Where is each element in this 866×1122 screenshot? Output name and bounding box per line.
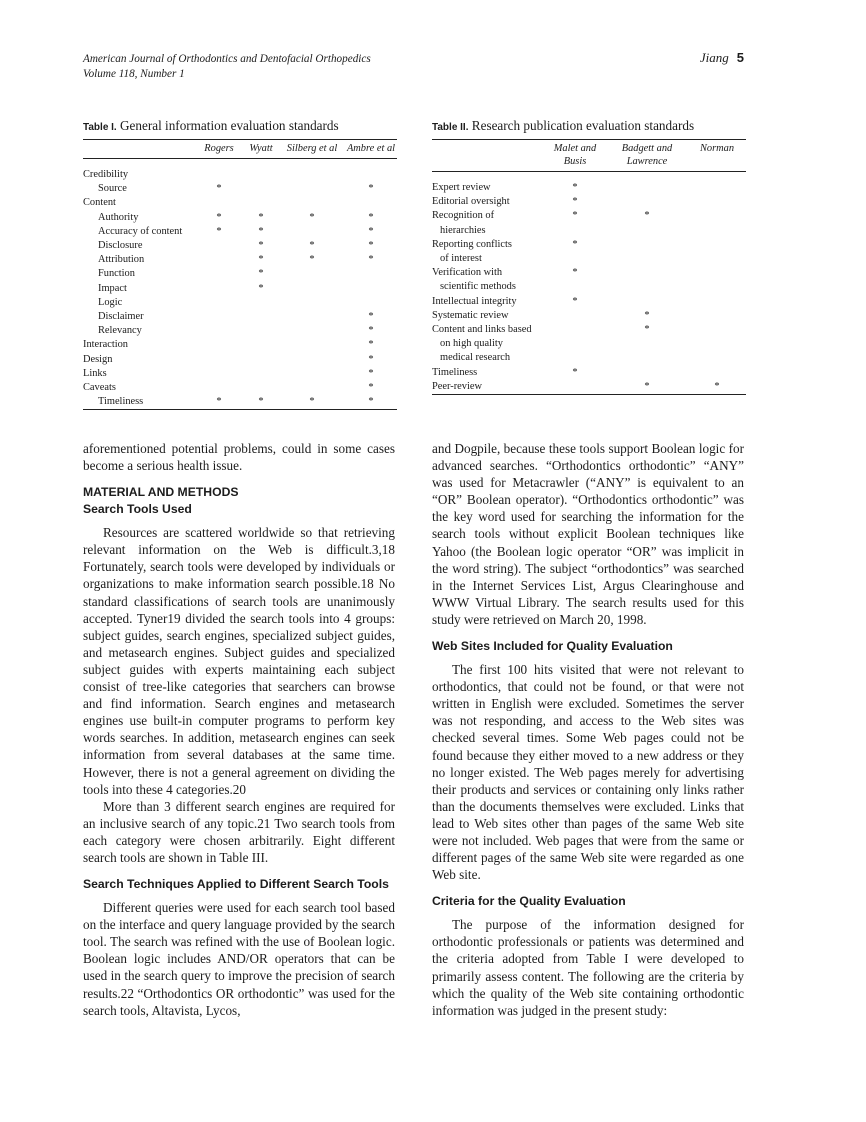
table-cell: * <box>572 196 578 208</box>
table-row <box>83 267 397 281</box>
table-cell <box>195 159 243 183</box>
paragraph: Resources are scattered worldwide so that retrieving relevant information on the Web is difficult.3,18 Fortunately, search tools were developed by individuals or organizations to make information search possible.18 No standard classifications of search tools are unanimously accepted. Tyner19 divided the search tools into 4 groups: subject guides, search engines, specialized subject guides, and metasearch engines. Subject guides and specialized subject guides with experts maintaining each subject consist of tree-like categories that searchers can browse and find information. Search engines and metasearch engines use built-in computer programs to perform key words searches. In addition, metasearch engines can seek information from several databases at the same time. However, there is not a general agreement on dividing the tools into these 4 categories.20 <box>83 525 395 797</box>
row-label: Relevancy <box>98 325 142 337</box>
table-cell <box>688 266 746 280</box>
table-cell: * <box>368 225 374 237</box>
table-cell: * <box>258 254 264 266</box>
table-row <box>432 380 746 395</box>
table-row <box>83 225 397 239</box>
table-cell <box>195 324 243 338</box>
table-row <box>83 159 397 183</box>
page-header-right <box>700 50 744 66</box>
table-cell: * <box>368 353 374 365</box>
row-label: Content <box>83 197 116 209</box>
row-label: Editorial oversight <box>432 196 510 208</box>
table-row <box>432 366 746 380</box>
table-cell: * <box>368 211 374 223</box>
table-cell <box>606 224 688 238</box>
column-header: Rogers <box>195 140 243 159</box>
table-cell <box>345 267 397 281</box>
table-cell <box>544 323 606 337</box>
table-cell <box>243 381 279 395</box>
table-row <box>432 280 746 294</box>
table-cell <box>243 196 279 210</box>
table-cell <box>243 367 279 381</box>
table-cell <box>345 196 397 210</box>
table-cell <box>688 351 746 365</box>
table-cell <box>195 310 243 324</box>
table-cell <box>195 267 243 281</box>
column-header <box>432 140 544 172</box>
table-cell <box>195 196 243 210</box>
table-cell <box>279 324 345 338</box>
table-row <box>83 182 397 196</box>
paragraph: The first 100 hits visited that were not relevant to orthodontics, that could not be found, or that were not written in English were excluded. Sometimes the server was not responding, and access to the Web sites was checked several times. Some Web pages could not be found because they either moved to a new address or they no longer existed. The Web pages merely for advertising their products and services or containing only links rather than the documents themselves were excluded. Links that lead to Web sites other than pages of the same Web site were not included. Web pages that were from the same or different pages of the same Web site were regarded as one Web site. <box>432 662 744 883</box>
table-cell <box>544 309 606 323</box>
table-cell <box>345 159 397 183</box>
row-label: Verification with <box>432 267 503 279</box>
table-cell <box>279 225 345 239</box>
table-1-caption <box>83 118 397 134</box>
column-header: Malet and Busis <box>544 140 606 172</box>
table-row <box>432 337 746 351</box>
table-cell: * <box>644 210 650 222</box>
row-label: medical research <box>440 352 511 364</box>
subsection-heading: Web Sites Included for Quality Evaluation <box>432 639 673 654</box>
table-2-label: Table II. <box>432 122 469 133</box>
table-cell <box>279 367 345 381</box>
table-cell <box>243 159 279 183</box>
table-row <box>432 224 746 238</box>
table-cell <box>606 238 688 252</box>
section-heading: MATERIAL AND METHODS <box>83 485 239 500</box>
table-row <box>83 310 397 324</box>
running-header <box>83 52 371 82</box>
table-cell <box>606 295 688 309</box>
page-number: 5 <box>736 50 744 65</box>
table-cell <box>688 238 746 252</box>
table-cell <box>688 252 746 266</box>
table-cell <box>279 338 345 352</box>
table-cell <box>345 282 397 296</box>
table-cell: * <box>216 225 222 237</box>
table-cell: * <box>368 325 374 337</box>
table-cell <box>243 182 279 196</box>
table-cell <box>243 353 279 367</box>
right-column <box>432 440 744 1019</box>
row-label: Authority <box>98 211 139 223</box>
table-cell <box>606 266 688 280</box>
table-row <box>83 353 397 367</box>
row-label: Impact <box>98 282 127 294</box>
row-label: Design <box>83 353 113 365</box>
row-label: Intellectual integrity <box>432 295 517 307</box>
table-cell: * <box>644 309 650 321</box>
row-label: of interest <box>440 253 482 265</box>
column-header: Badgett and Lawrence <box>606 140 688 172</box>
table-cell: * <box>309 254 315 266</box>
table-cell: * <box>572 366 578 378</box>
table-2-caption <box>432 118 746 134</box>
column-header: Silberg et al <box>279 140 345 159</box>
table-row <box>432 238 746 252</box>
table-cell: * <box>606 380 688 395</box>
table-cell <box>606 351 688 365</box>
paragraph: and Dogpile, because these tools support Boolean logic for advanced searches. “Orthodontics orthodontic” “ANY” was used for Metacrawler (“ANY” is equivalent to an “OR” Boolean operator). “Orthodontics orthodontic” was the key word used for searching the information for the search tools without explicit Boolean techniques like Yahoo (the Boolean logic operator “OR” was implicit in the word string). The subject “orthodontics” was searched in the Internet Services List, Argus Clearinghouse and WWW Virtual Library. The search results used for this study were retrieved on March 20, 1998. <box>432 441 744 627</box>
table-cell: * <box>572 182 578 193</box>
row-label: Attribution <box>98 254 145 266</box>
table-cell: * <box>368 254 374 266</box>
table-cell <box>195 367 243 381</box>
table-cell <box>688 172 746 196</box>
row-label: Reporting conflicts <box>432 238 512 250</box>
table-1-title: General information evaluation standards <box>116 118 339 133</box>
table-row <box>83 196 397 210</box>
table-cell: * <box>258 268 264 280</box>
table-cell <box>688 280 746 294</box>
table-cell <box>606 337 688 351</box>
row-label: Timeliness <box>83 395 195 410</box>
row-label: on high quality <box>440 338 503 350</box>
row-label: Recognition of <box>432 210 495 222</box>
row-label: Disclaimer <box>98 311 144 323</box>
table-cell: * <box>309 211 315 223</box>
row-label: Peer-review <box>432 380 544 395</box>
table-row <box>83 253 397 267</box>
row-label: Caveats <box>83 382 116 394</box>
table-row <box>432 295 746 309</box>
table-row <box>432 195 746 209</box>
column-header: Ambre et al <box>345 140 397 159</box>
table-row <box>83 395 397 410</box>
table-cell: * <box>368 240 374 252</box>
table-cell <box>243 310 279 324</box>
table-cell <box>195 253 243 267</box>
table-cell <box>688 195 746 209</box>
table-cell <box>345 296 397 310</box>
table-cell <box>544 337 606 351</box>
subsection-heading: Search Tools Used <box>83 502 192 517</box>
table-cell: * <box>258 240 264 252</box>
table-cell <box>544 380 606 395</box>
table-cell <box>688 323 746 337</box>
table-cell: * <box>258 211 264 223</box>
table-row <box>432 252 746 266</box>
table-cell <box>606 172 688 196</box>
table-row <box>83 381 397 395</box>
table-cell <box>688 224 746 238</box>
table-cell: * <box>368 311 374 323</box>
table-cell <box>688 295 746 309</box>
row-label: Interaction <box>83 339 129 351</box>
table-cell: * <box>368 339 374 351</box>
table-row <box>432 266 746 280</box>
table-cell <box>688 309 746 323</box>
row-label: Systematic review <box>432 309 509 321</box>
table-cell <box>606 366 688 380</box>
row-label: Links <box>83 367 107 379</box>
row-label: Accuracy of content <box>98 225 183 237</box>
table-cell <box>606 252 688 266</box>
table-cell: * <box>572 210 578 222</box>
paragraph: Different queries were used for each search tool based on the interface and query language provided by the search tool. The search was refined with the use of Boolean logic. Boolean logic includes AND/OR operators that can be used in the search query to improve the precision of search results.22 “Orthodontics OR orthodontic” was used for the search tools, Altavista, Lycos, <box>83 900 395 1018</box>
table-cell <box>279 196 345 210</box>
table-cell: * <box>258 282 264 294</box>
row-label: Logic <box>98 296 123 308</box>
table-row <box>83 211 397 225</box>
row-label: Disclosure <box>98 240 143 252</box>
table-row <box>83 239 397 253</box>
table-cell <box>279 267 345 281</box>
table-cell: * <box>195 395 243 410</box>
row-label: Credibility <box>83 169 129 180</box>
table-cell <box>195 381 243 395</box>
paragraph: The purpose of the information designed for orthodontic professionals or patients was determined and the criteria adopted from Table I were developed to primarily assess content. The following are the criteria by which the quality of the Web site containing orthodontic information was judged in the present study: <box>432 917 744 1018</box>
table-cell <box>279 353 345 367</box>
left-column <box>83 440 395 1019</box>
paragraph: aforementioned potential problems, could in some cases become a serious health issue. <box>83 441 395 474</box>
column-header: Norman <box>688 140 746 172</box>
table-cell <box>279 282 345 296</box>
table-cell: * <box>572 295 578 307</box>
table-cell: * <box>368 183 374 195</box>
table-2 <box>432 118 746 395</box>
table-cell <box>688 209 746 223</box>
table-cell: * <box>216 183 222 195</box>
table-cell <box>279 381 345 395</box>
table-cell <box>195 296 243 310</box>
table-cell <box>195 239 243 253</box>
table-2-title: Research publication evaluation standards <box>468 118 695 133</box>
table-cell <box>195 338 243 352</box>
table-cell <box>606 280 688 294</box>
table-cell: * <box>572 267 578 279</box>
table-cell: * <box>258 225 264 237</box>
table-row <box>83 324 397 338</box>
table-cell <box>688 366 746 380</box>
table-row <box>83 282 397 296</box>
table-cell <box>195 282 243 296</box>
column-header: Wyatt <box>243 140 279 159</box>
table-cell <box>195 353 243 367</box>
journal-title: American Journal of Orthodontics and Dentofacial Orthopedics <box>83 53 371 65</box>
table-cell: * <box>644 324 650 336</box>
table-row <box>83 367 397 381</box>
table-cell: * <box>309 240 315 252</box>
row-label: Function <box>98 268 135 280</box>
table-cell <box>544 280 606 294</box>
table-cell: * <box>243 395 279 410</box>
table-cell: * <box>572 238 578 250</box>
table-row <box>432 172 746 196</box>
table-cell <box>279 296 345 310</box>
paragraph: More than 3 different search engines are required for an inclusive search of any topic.21 Two search tools from each category were chosen arbitrarily. Eight different search tools are shown in Table III. <box>83 798 395 865</box>
table-cell: * <box>688 380 746 395</box>
table-row <box>83 338 397 352</box>
author-name: Jiang <box>699 50 729 65</box>
table-cell <box>279 159 345 183</box>
row-label: hierarchies <box>440 224 486 236</box>
table-cell: * <box>345 395 397 410</box>
table-cell <box>279 310 345 324</box>
table-row <box>432 309 746 323</box>
table-cell: * <box>368 382 374 394</box>
subsection-heading: Search Techniques Applied to Different Search Tools <box>83 877 389 892</box>
row-label: Source <box>98 183 127 195</box>
table-row <box>432 209 746 223</box>
table-cell <box>279 182 345 196</box>
journal-volume: Volume 118, Number 1 <box>83 68 185 80</box>
table-cell <box>688 337 746 351</box>
subsection-heading: Criteria for the Quality Evaluation <box>432 894 626 909</box>
table-row <box>432 351 746 365</box>
row-label: Timeliness <box>432 366 478 378</box>
table-row <box>83 296 397 310</box>
table-cell <box>243 324 279 338</box>
row-label: Expert review <box>432 182 491 193</box>
row-label: Content and links based <box>432 324 532 336</box>
table-cell <box>544 224 606 238</box>
table-row <box>432 323 746 337</box>
table-1-label: Table I. <box>83 122 117 133</box>
row-label: scientific methods <box>440 281 516 293</box>
table-cell <box>243 296 279 310</box>
table-cell: * <box>279 395 345 410</box>
table-cell <box>243 338 279 352</box>
table-cell <box>544 351 606 365</box>
column-header <box>83 140 195 159</box>
table-cell: * <box>216 211 222 223</box>
table-cell <box>544 252 606 266</box>
table-cell <box>606 195 688 209</box>
table-1 <box>83 118 397 410</box>
table-cell: * <box>368 367 374 379</box>
